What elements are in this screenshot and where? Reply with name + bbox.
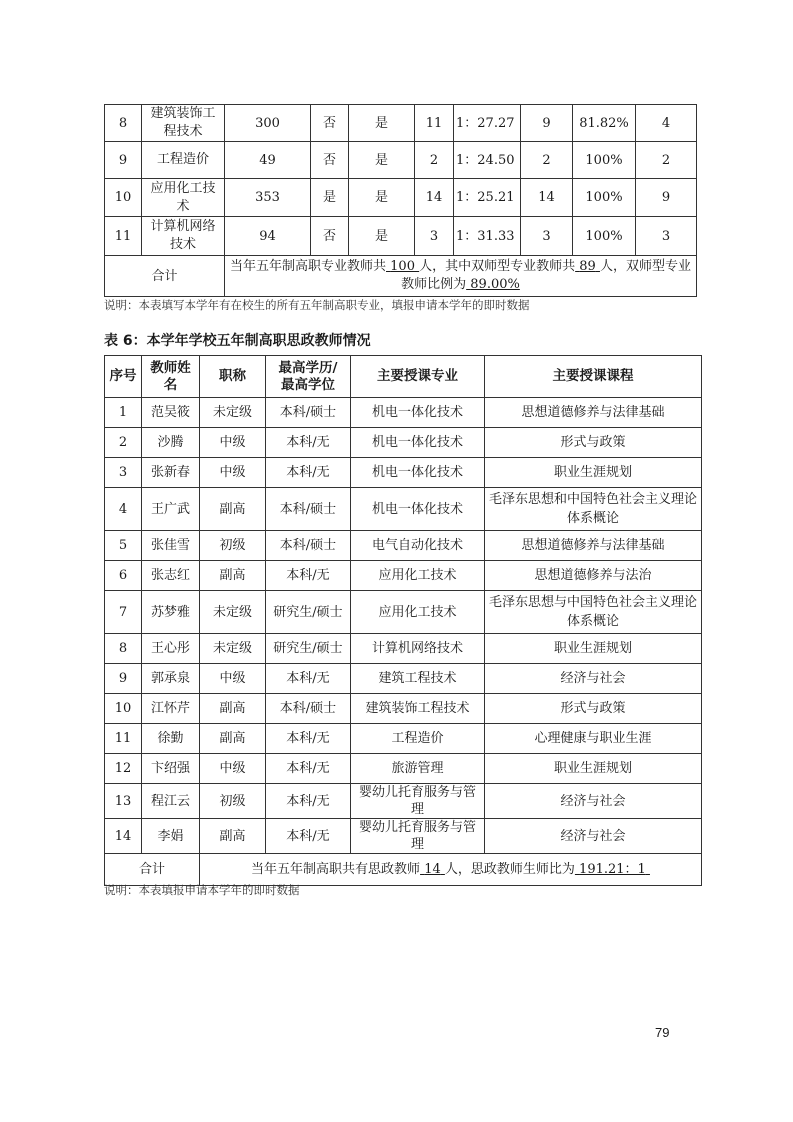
total-text-part: 人，双师型专业教师比例为 bbox=[401, 259, 691, 292]
cell-last: 3 bbox=[636, 217, 697, 256]
cell-degree: 本科/无 bbox=[266, 724, 351, 754]
table6-row bbox=[105, 398, 702, 428]
table6-row bbox=[105, 754, 702, 784]
cell-no: 8 bbox=[105, 634, 142, 664]
table6-row bbox=[105, 694, 702, 724]
cell-teachers: 14 bbox=[415, 179, 454, 217]
cell-dual: 3 bbox=[521, 217, 573, 256]
cell-course: 职业生涯规划 bbox=[485, 634, 702, 664]
table5-row bbox=[105, 179, 697, 217]
cell-no: 11 bbox=[105, 724, 142, 754]
cell-rank: 初级 bbox=[200, 784, 266, 819]
cell-rank: 未定级 bbox=[200, 398, 266, 428]
cell-major: 应用化工技术 bbox=[351, 591, 485, 634]
total-pct bbox=[466, 277, 520, 292]
header-major: 主要授课专业 bbox=[351, 356, 485, 398]
cell-last: 4 bbox=[636, 105, 697, 142]
total-pct-value: 89.00% bbox=[470, 277, 520, 292]
cell-rank: 中级 bbox=[200, 428, 266, 458]
cell-no: 12 bbox=[105, 754, 142, 784]
cell-last: 9 bbox=[636, 179, 697, 217]
cell-no: 7 bbox=[105, 591, 142, 634]
table6-row bbox=[105, 458, 702, 488]
cell-course: 职业生涯规划 bbox=[485, 754, 702, 784]
cell-dual-pct: 81.82% bbox=[573, 105, 636, 142]
cell-students: 49 bbox=[225, 142, 311, 179]
table6-row bbox=[105, 428, 702, 458]
cell-no: 9 bbox=[105, 142, 142, 179]
header-rank: 职称 bbox=[200, 356, 266, 398]
cell-degree: 本科/无 bbox=[266, 561, 351, 591]
cell-no: 11 bbox=[105, 217, 142, 256]
cell-major: 机电一体化技术 bbox=[351, 398, 485, 428]
cell-b: 是 bbox=[349, 179, 415, 217]
cell-name: 徐勤 bbox=[142, 724, 200, 754]
table6-row bbox=[105, 664, 702, 694]
table5-total-label: 合计 bbox=[105, 256, 225, 297]
cell-major: 电气自动化技术 bbox=[351, 531, 485, 561]
total-count bbox=[420, 862, 445, 877]
cell-course: 思想道德修养与法律基础 bbox=[485, 531, 702, 561]
cell-no: 6 bbox=[105, 561, 142, 591]
cell-rank: 初级 bbox=[200, 531, 266, 561]
cell-major: 建筑装饰工程技术 bbox=[142, 105, 225, 142]
cell-last: 2 bbox=[636, 142, 697, 179]
cell-major: 工程造价 bbox=[142, 142, 225, 179]
table6-row bbox=[105, 531, 702, 561]
table6-row bbox=[105, 724, 702, 754]
cell-degree: 本科/硕士 bbox=[266, 398, 351, 428]
cell-degree: 本科/无 bbox=[266, 428, 351, 458]
total-ratio bbox=[575, 862, 650, 877]
cell-degree: 本科/硕士 bbox=[266, 488, 351, 531]
cell-rank: 中级 bbox=[200, 458, 266, 488]
cell-rank: 副高 bbox=[200, 819, 266, 854]
cell-teachers: 2 bbox=[415, 142, 454, 179]
cell-course: 经济与社会 bbox=[485, 664, 702, 694]
cell-name: 李娟 bbox=[142, 819, 200, 854]
cell-degree: 本科/无 bbox=[266, 784, 351, 819]
cell-name: 王广武 bbox=[142, 488, 200, 531]
cell-ratio: 1：25.21 bbox=[454, 179, 521, 217]
table-ideology-teachers bbox=[104, 355, 702, 886]
table6-total-row bbox=[105, 854, 702, 886]
cell-ratio: 1：31.33 bbox=[454, 217, 521, 256]
cell-course: 思想道德修养与法律基础 bbox=[485, 398, 702, 428]
cell-name: 江怀芹 bbox=[142, 694, 200, 724]
table6-row bbox=[105, 819, 702, 854]
cell-degree: 本科/无 bbox=[266, 754, 351, 784]
header-no: 序号 bbox=[105, 356, 142, 398]
cell-degree: 本科/硕士 bbox=[266, 694, 351, 724]
total-text-part: 人，其中双师型专业教师共 bbox=[419, 259, 576, 274]
cell-name: 范吴筱 bbox=[142, 398, 200, 428]
cell-major: 机电一体化技术 bbox=[351, 428, 485, 458]
total-text-part: 当年五年制高职共有思政教师 bbox=[251, 861, 421, 877]
page-number: 79 bbox=[655, 1025, 670, 1040]
cell-degree: 本科/无 bbox=[266, 819, 351, 854]
table6-total-text bbox=[200, 854, 702, 886]
cell-major: 应用化工技术 bbox=[142, 179, 225, 217]
cell-rank: 副高 bbox=[200, 561, 266, 591]
cell-no: 5 bbox=[105, 531, 142, 561]
cell-major: 建筑工程技术 bbox=[351, 664, 485, 694]
cell-teachers: 3 bbox=[415, 217, 454, 256]
total-dual-value: 89 bbox=[579, 259, 596, 274]
cell-major: 计算机网络技术 bbox=[142, 217, 225, 256]
header-name: 教师姓名 bbox=[142, 356, 200, 398]
cell-b: 是 bbox=[349, 217, 415, 256]
cell-no: 14 bbox=[105, 819, 142, 854]
cell-a: 否 bbox=[311, 142, 349, 179]
cell-ratio: 1：27.27 bbox=[454, 105, 521, 142]
cell-no: 3 bbox=[105, 458, 142, 488]
cell-rank: 未定级 bbox=[200, 591, 266, 634]
cell-name: 张新春 bbox=[142, 458, 200, 488]
table6-row bbox=[105, 561, 702, 591]
cell-name: 王心彤 bbox=[142, 634, 200, 664]
cell-a: 是 bbox=[311, 179, 349, 217]
cell-no: 9 bbox=[105, 664, 142, 694]
cell-major: 婴幼儿托育服务与管理 bbox=[351, 819, 485, 854]
cell-course: 经济与社会 bbox=[485, 784, 702, 819]
cell-degree: 本科/无 bbox=[266, 664, 351, 694]
cell-b: 是 bbox=[349, 142, 415, 179]
cell-no: 8 bbox=[105, 105, 142, 142]
cell-course: 职业生涯规划 bbox=[485, 458, 702, 488]
cell-no: 10 bbox=[105, 694, 142, 724]
cell-dual-pct: 100% bbox=[573, 217, 636, 256]
cell-course: 思想道德修养与法治 bbox=[485, 561, 702, 591]
cell-a: 否 bbox=[311, 217, 349, 256]
table6-total-label: 合计 bbox=[105, 854, 200, 886]
cell-a: 否 bbox=[311, 105, 349, 142]
total-dual bbox=[575, 259, 600, 274]
cell-rank: 中级 bbox=[200, 754, 266, 784]
table5-total-row bbox=[105, 256, 697, 297]
cell-major: 工程造价 bbox=[351, 724, 485, 754]
cell-major: 应用化工技术 bbox=[351, 561, 485, 591]
table6-row bbox=[105, 634, 702, 664]
table-five-year-teachers bbox=[104, 104, 697, 297]
cell-major: 机电一体化技术 bbox=[351, 488, 485, 531]
cell-dual: 2 bbox=[521, 142, 573, 179]
cell-rank: 副高 bbox=[200, 694, 266, 724]
table5-total-text bbox=[225, 256, 697, 297]
cell-name: 张佳雪 bbox=[142, 531, 200, 561]
cell-dual-pct: 100% bbox=[573, 142, 636, 179]
cell-dual: 9 bbox=[521, 105, 573, 142]
total-count-value: 14 bbox=[424, 861, 441, 877]
table6-title: 表 6：本学年学校五年制高职思政教师情况 bbox=[104, 333, 371, 349]
total-teachers-value: 100 bbox=[390, 259, 415, 274]
table5-row bbox=[105, 142, 697, 179]
cell-major: 计算机网络技术 bbox=[351, 634, 485, 664]
cell-name: 程江云 bbox=[142, 784, 200, 819]
total-teachers bbox=[386, 259, 419, 274]
total-ratio-value: 191.21：1 bbox=[579, 861, 646, 877]
cell-name: 张志红 bbox=[142, 561, 200, 591]
cell-name: 沙腾 bbox=[142, 428, 200, 458]
cell-rank: 未定级 bbox=[200, 634, 266, 664]
cell-major: 机电一体化技术 bbox=[351, 458, 485, 488]
cell-degree: 研究生/硕士 bbox=[266, 634, 351, 664]
cell-no: 1 bbox=[105, 398, 142, 428]
table5-row bbox=[105, 217, 697, 256]
cell-degree: 本科/无 bbox=[266, 458, 351, 488]
total-text-part: 当年五年制高职专业教师共 bbox=[230, 259, 387, 274]
cell-course: 毛泽东思想与中国特色社会主义理论体系概论 bbox=[485, 591, 702, 634]
table6-note: 说明：本表填报申请本学年的即时数据 bbox=[104, 883, 300, 897]
cell-degree: 研究生/硕士 bbox=[266, 591, 351, 634]
cell-rank: 副高 bbox=[200, 488, 266, 531]
table6-row bbox=[105, 591, 702, 634]
header-course: 主要授课课程 bbox=[485, 356, 702, 398]
table6-row bbox=[105, 488, 702, 531]
cell-no: 13 bbox=[105, 784, 142, 819]
cell-major: 建筑装饰工程技术 bbox=[351, 694, 485, 724]
total-text-part: 人，思政教师生师比为 bbox=[444, 861, 575, 877]
table6-header-row bbox=[105, 356, 702, 398]
cell-students: 353 bbox=[225, 179, 311, 217]
cell-course: 形式与政策 bbox=[485, 694, 702, 724]
cell-course: 经济与社会 bbox=[485, 819, 702, 854]
cell-rank: 中级 bbox=[200, 664, 266, 694]
table5-row bbox=[105, 105, 697, 142]
cell-students: 300 bbox=[225, 105, 311, 142]
cell-no: 2 bbox=[105, 428, 142, 458]
cell-teachers: 11 bbox=[415, 105, 454, 142]
header-degree: 最高学历/最高学位 bbox=[266, 356, 351, 398]
cell-no: 10 bbox=[105, 179, 142, 217]
cell-dual-pct: 100% bbox=[573, 179, 636, 217]
cell-major: 旅游管理 bbox=[351, 754, 485, 784]
cell-b: 是 bbox=[349, 105, 415, 142]
cell-name: 郭承泉 bbox=[142, 664, 200, 694]
cell-dual: 14 bbox=[521, 179, 573, 217]
cell-name: 苏梦雅 bbox=[142, 591, 200, 634]
cell-no: 4 bbox=[105, 488, 142, 531]
cell-course: 形式与政策 bbox=[485, 428, 702, 458]
table5-note: 说明：本表填写本学年有在校生的所有五年制高职专业，填报申请本学年的即时数据 bbox=[104, 298, 530, 312]
cell-rank: 副高 bbox=[200, 724, 266, 754]
cell-major: 婴幼儿托育服务与管理 bbox=[351, 784, 485, 819]
cell-students: 94 bbox=[225, 217, 311, 256]
cell-ratio: 1：24.50 bbox=[454, 142, 521, 179]
cell-course: 毛泽东思想和中国特色社会主义理论体系概论 bbox=[485, 488, 702, 531]
cell-course: 心理健康与职业生涯 bbox=[485, 724, 702, 754]
cell-name: 卞绍强 bbox=[142, 754, 200, 784]
table6-row bbox=[105, 784, 702, 819]
cell-degree: 本科/硕士 bbox=[266, 531, 351, 561]
